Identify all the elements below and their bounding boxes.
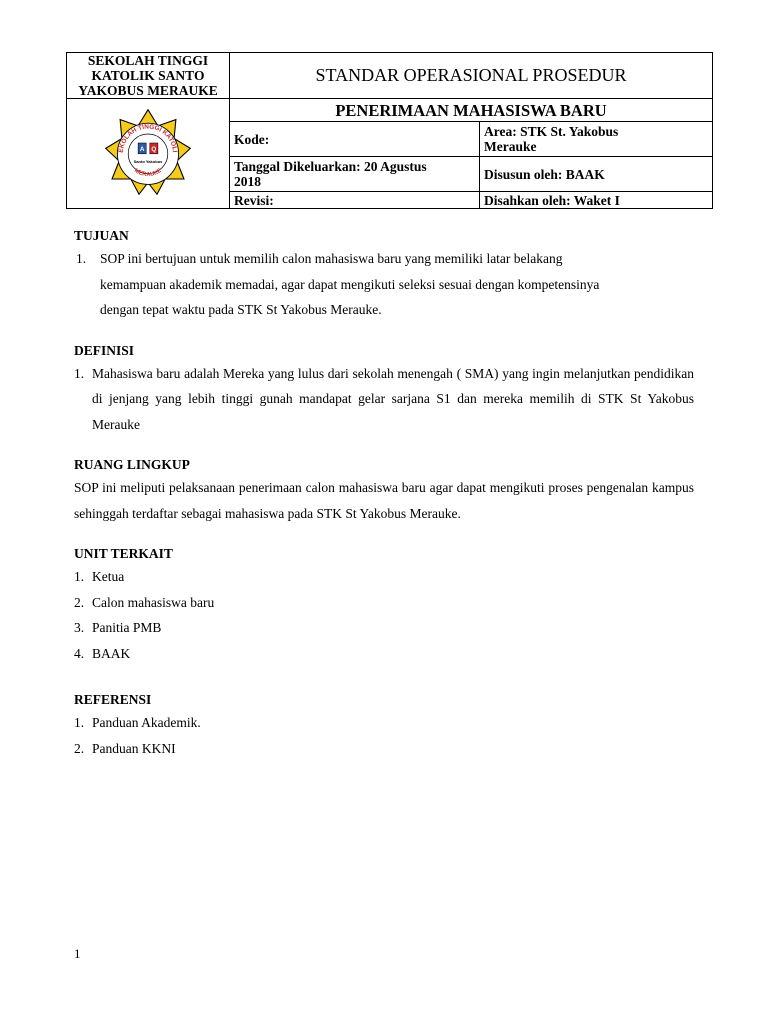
heading-unit-terkait: UNIT TERKAIT xyxy=(74,546,173,561)
tujuan-line-1: SOP ini bertujuan untuk memilih calon mahasiswa baru yang memiliki latar belakang xyxy=(100,251,563,266)
school-name xyxy=(67,53,230,99)
area-line-2: Merauke xyxy=(484,139,537,154)
logo-letter-a: A xyxy=(139,146,145,154)
school-logo xyxy=(103,107,193,197)
document-subtitle: PENERIMAAN MAHASISWA BARU xyxy=(230,99,713,122)
list-text: Mahasiswa baru adalah Mereka yang lulus dari sekolah menengah ( SMA) yang ingin melanjutkan pendidikan di jenjang yang lebih tinggi gunah mandapat gelar sarjana S1 dan mereka memilih di STK St Yakobus Merauke xyxy=(92,365,694,432)
logo-center-text: Santo Yakobus xyxy=(133,158,163,164)
list-item xyxy=(74,710,694,736)
tujuan-line-3: dengan tepat waktu pada STK St Yakobus Merauke. xyxy=(100,302,382,317)
heading-tujuan: TUJUAN xyxy=(74,228,129,243)
list-text: Panduan Akademik. xyxy=(92,715,201,730)
logo-letter-q: Q xyxy=(151,146,157,154)
section-tujuan xyxy=(74,226,694,323)
disahkan-field: Disahkan oleh: Waket I xyxy=(480,192,713,209)
list-number: 1. xyxy=(76,251,87,266)
list-number: 1. xyxy=(74,715,85,730)
list-number: 1. xyxy=(74,365,85,381)
list-item xyxy=(74,641,694,667)
section-unit-terkait xyxy=(74,544,694,666)
list-text: Calon mahasiswa baru xyxy=(92,594,215,610)
sop-header-table xyxy=(66,52,713,209)
heading-definisi: DEFINISI xyxy=(74,342,135,358)
school-name-line-3: YAKOBUS MERAUKE xyxy=(78,83,218,98)
list-item xyxy=(74,361,694,438)
logo-bottom-text: MERAUKE xyxy=(133,167,163,179)
page-number: 1 xyxy=(74,946,81,961)
heading-referensi: REFERENSI xyxy=(74,692,152,707)
list-number: 2. xyxy=(74,594,85,610)
area-field xyxy=(480,122,713,157)
list-item xyxy=(74,615,694,641)
list-item xyxy=(74,564,694,590)
list-text: Panitia PMB xyxy=(92,620,162,635)
school-name-line-1: SEKOLAH TINGGI xyxy=(87,53,209,68)
ruang-lingkup-text: SOP ini meliputi pelaksanaan penerimaan calon mahasiswa baru agar dapat mengikuti proses pengenalan kampus sehinggah terdaftar sebagai mahasiswa pada STK St Yakobus Merauke. xyxy=(74,480,694,521)
tanggal-line-1: Tanggal Dikeluarkan: 20 Agustus xyxy=(234,159,427,174)
area-line-1: Area: STK St. Yakobus xyxy=(484,124,619,139)
list-item xyxy=(74,246,694,323)
list-text: Panduan KKNI xyxy=(92,740,176,756)
section-definisi xyxy=(74,341,694,438)
kode-field: Kode: xyxy=(230,122,480,157)
tanggal-line-2: 2018 xyxy=(234,174,261,189)
logo-cell xyxy=(67,99,230,209)
list-item xyxy=(74,590,694,616)
list-text: Ketua xyxy=(92,569,125,584)
list-number: 1. xyxy=(74,569,85,584)
tanggal-field xyxy=(230,157,480,192)
list-item xyxy=(74,736,694,762)
heading-ruang-lingkup: RUANG LINGKUP xyxy=(74,457,190,472)
revisi-field: Revisi: xyxy=(230,192,480,209)
list-number: 2. xyxy=(74,740,85,756)
school-name-line-2: KATOLIK SANTO xyxy=(91,68,205,83)
document-body xyxy=(74,226,694,779)
disusun-field: Disusun oleh: BAAK xyxy=(480,157,713,192)
list-text: BAAK xyxy=(92,645,131,661)
document-title: STANDAR OPERASIONAL PROSEDUR xyxy=(230,53,713,99)
list-number: 4. xyxy=(74,645,85,661)
section-referensi xyxy=(74,684,694,761)
list-number: 3. xyxy=(74,620,85,635)
section-ruang-lingkup xyxy=(74,455,694,526)
list-text xyxy=(100,246,694,323)
tujuan-line-2: kemampuan akademik memadai, agar dapat mengikuti seleksi sesuai dengan kompetensinya xyxy=(100,276,600,292)
logo-top-text: EKOLAH TINGGI KATOLI xyxy=(117,123,179,154)
